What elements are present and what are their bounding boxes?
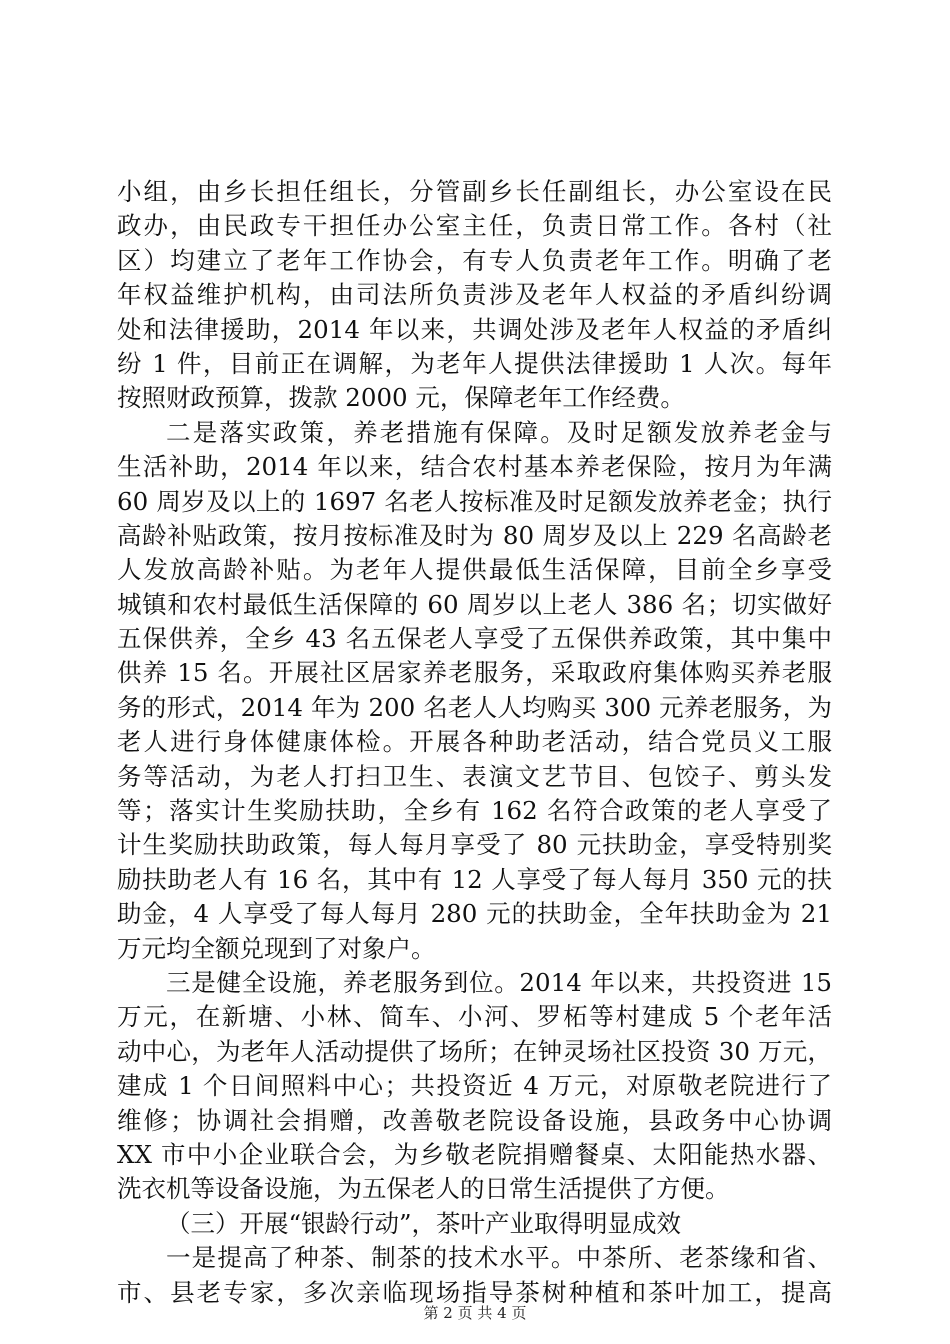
text-line-25: 万元，在新塘、小林、简车、小河、罗柘等村建成 5 个老年活 (117, 1002, 832, 1032)
text-line-13: 城镇和农村最低生活保障的 60 周岁以上老人 386 名；切实做好 (117, 589, 832, 619)
text-line-28: 维修；协调社会捐赠，改善敬老院设备设施，县政务中心协调 (117, 1105, 832, 1135)
paragraph-start-line: 三是健全设施，养老服务到位。2014 年以来，共投资进 15 (166, 967, 832, 997)
text-line-2: 政办，由民政专干担任办公室主任，负责日常工作。各村（社 (117, 211, 832, 241)
text-line-19: 等；落实计生奖励扶助，全乡有 162 名符合政策的老人享受了 (117, 796, 832, 826)
document-body (117, 175, 832, 1310)
text-line-15: 供养 15 名。开展社区居家养老服务，采取政府集体购买养老服 (117, 658, 832, 688)
text-line-7: 按照财政预算，拨款 2000 元，保障老年工作经费。 (117, 383, 685, 413)
text-line-1: 小组，由乡长担任组长，分管副乡长任副组长，办公室设在民 (117, 177, 832, 206)
text-line-3: 区）均建立了老年工作协会，有专人负责老年工作。明确了老 (117, 245, 832, 275)
section-heading: （三）开展“银龄行动”，茶叶产业取得明显成效 (166, 1208, 682, 1238)
text-line-14: 五保供养，全乡 43 名五保老人享受了五保供养政策，其中集中 (117, 624, 832, 654)
text-line-26: 动中心，为老年人活动提供了场所；在钟灵场社区投资 30 万元， (117, 1036, 832, 1066)
text-line-6: 纷 1 件，目前正在调解，为老年人提供法律援助 1 人次。每年 (117, 348, 832, 378)
text-line-27: 建成 1 个日间照料中心；共投资近 4 万元，对原敬老院进行了 (117, 1071, 832, 1101)
text-line-12: 人发放高龄补贴。为老年人提供最低生活保障，目前全乡享受 (117, 555, 832, 585)
text-line-18: 务等活动，为老人打扫卫生、表演文艺节目、包饺子、剪头发 (117, 761, 832, 791)
text-line-30: 洗衣机等设备设施，为五保老人的日常生活提供了方便。 (117, 1174, 730, 1204)
text-line-5: 处和法律援助，2014 年以来，共调处涉及老年人权益的矛盾纠 (117, 314, 832, 344)
text-line-23: 万元均全额兑现到了对象户。 (117, 933, 436, 963)
text-line-16: 务的形式，2014 年为 200 名老人人均购买 300 元养老服务，为 (117, 692, 832, 722)
text-line-4: 年权益维护机构，由司法所负责涉及老年人权益的矛盾纠纷调 (117, 280, 832, 310)
paragraph-start-line: 一是提高了种茶、制茶的技术水平。中茶所、老茶缘和省、 (166, 1243, 832, 1273)
text-line-21: 励扶助老人有 16 名，其中有 12 人享受了每人每月 350 元的扶 (117, 864, 832, 894)
text-line-29: XX 市中小企业联合会，为乡敬老院捐赠餐桌、太阳能热水器、 (117, 1139, 832, 1169)
text-line-17: 老人进行身体健康体检。开展各种助老活动，结合党员义工服 (117, 727, 832, 757)
paragraph-start-line: 二是落实政策，养老措施有保障。及时足额发放养老金与 (166, 417, 832, 447)
page-footer: 第 2 页 共 4 页 (423, 1304, 527, 1322)
text-line-10: 60 周岁及以上的 1697 名老人按标准及时足额发放养老金；执行 (117, 486, 832, 516)
text-line-20: 计生奖励扶助政策，每人每月享受了 80 元扶助金，享受特别奖 (117, 830, 832, 860)
text-line-33: 市、县老专家，多次亲临现场指导茶树种植和茶叶加工，提高 (117, 1277, 832, 1307)
text-line-22: 助金，4 人享受了每人每月 280 元的扶助金，全年扶助金为 21 (117, 899, 832, 929)
text-line-9: 生活补助，2014 年以来，结合农村基本养老保险，按月为年满 (117, 452, 832, 482)
text-line-11: 高龄补贴政策，按月按标准及时为 80 周岁及以上 229 名高龄老 (117, 520, 832, 550)
